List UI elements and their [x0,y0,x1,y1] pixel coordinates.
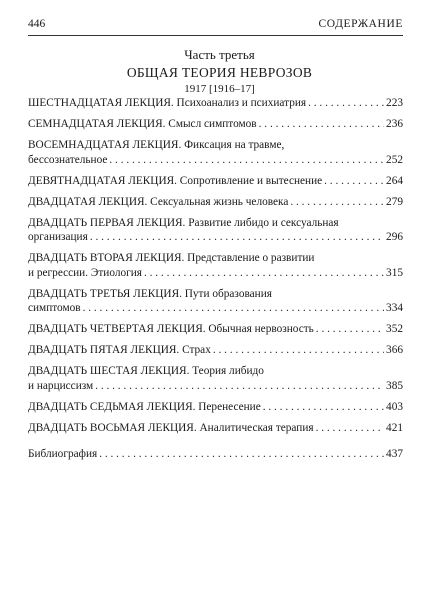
part-label: Часть третья [184,47,255,62]
toc-entry-line [28,400,403,415]
toc-entry [28,447,403,462]
toc-entry [28,117,403,132]
toc-leader-dots [316,421,384,436]
toc-leader-dots [95,379,384,394]
toc-entry-line [28,266,403,281]
toc-entry-line [28,251,403,266]
page-number: 446 [28,18,46,30]
toc-entry [28,216,403,245]
toc-leader-dots [316,322,384,337]
toc-entry-line [28,174,403,189]
toc-entry-title: и нарциссизм [28,379,94,392]
toc-entry [28,96,403,111]
toc-leader-dots [83,301,384,316]
toc-entry-title: ДЕВЯТНАДЦАТАЯ ЛЕКЦИЯ. Сопротивление и вытеснение [28,174,323,187]
toc-entry-line [28,117,403,132]
part-title: ОБЩАЯ ТЕОРИЯ НЕВРОЗОВ [126,65,313,80]
toc-entry-line [28,447,403,462]
toc-page-number: 366 [386,344,403,356]
toc-page-number: 334 [386,302,403,314]
toc-entry-title: ВОСЕМНАДЦАТАЯ ЛЕКЦИЯ. Фиксация на травме, [28,139,285,151]
toc-entry-title: симптомов [28,302,81,314]
toc-entry-title: ДВАДЦАТЬ ПЕРВАЯ ЛЕКЦИЯ. Развитие либидо и сексуальная [28,216,339,229]
toc-entry-title: ДВАДЦАТЬ ПЯТАЯ ЛЕКЦИЯ. Страх [28,344,211,356]
toc-entry-line [28,301,403,316]
toc-entry-title: ДВАДЦАТАЯ ЛЕКЦИЯ. Сексуальная жизнь человека [28,195,289,208]
toc-entry [28,138,403,167]
toc-leader-dots [290,195,384,210]
toc-entry-line [28,287,403,302]
toc-entry [28,364,403,393]
toc-entry-line [28,153,403,168]
toc-entry [28,195,403,210]
toc-entry-title: ДВАДЦАТЬ ТРЕТЬЯ ЛЕКЦИЯ. Пути образования [28,287,272,300]
toc-entry [28,343,403,358]
toc-entry-title: СЕМНАДЦАТАЯ ЛЕКЦИЯ. Смысл симптомов [28,118,257,130]
toc-page-number: 352 [386,323,403,335]
toc-entry-title: ШЕСТНАДЦАТАЯ ЛЕКЦИЯ. Психоанализ и психиатрия [28,97,307,109]
toc-leader-dots [259,117,384,132]
toc-page-number: 296 [386,231,403,243]
toc-leader-dots [263,400,384,415]
toc-leader-dots [144,266,384,281]
toc-page-number: 437 [386,448,403,460]
toc-entry-title: ДВАДЦАТЬ ВТОРАЯ ЛЕКЦИЯ. Представление о развитии [28,252,315,264]
toc-leader-dots [99,447,384,462]
toc-entry-title: Библиография [28,448,98,460]
toc-entry-title: и регрессии. Этиология [28,266,142,279]
toc-page-number: 385 [386,379,403,392]
header-rule [28,35,403,36]
toc-entry-line [28,379,403,394]
toc-entry [28,322,403,337]
toc-entry [28,251,403,280]
toc-page-number: 252 [386,153,403,166]
toc-entry-line [28,421,403,436]
running-title: СОДЕРЖАНИЕ [318,18,403,30]
toc-entry-line [28,96,403,111]
toc-page-number: 403 [386,400,403,413]
table-of-contents [28,96,403,468]
toc-entry-title: ДВАДЦАТЬ ЧЕТВЕРТАЯ ЛЕКЦИЯ. Обычная нервозность [28,323,314,335]
part-years: 1917 [1916–17] [184,83,255,95]
toc-entry [28,400,403,415]
toc-entry-title: организация [28,231,88,243]
toc-leader-dots [109,153,384,168]
toc-leader-dots [213,343,384,358]
toc-page-number: 315 [386,266,403,279]
toc-page-number: 264 [386,174,403,187]
toc-page-number: 236 [386,118,403,130]
toc-page-number: 421 [386,421,403,434]
toc-entry-title: ДВАДЦАТЬ СЕДЬМАЯ ЛЕКЦИЯ. Перенесение [28,400,261,413]
page-header [28,18,403,30]
toc-entry [28,421,403,436]
toc-entry-line [28,322,403,337]
toc-entry-line [28,343,403,358]
toc-entry-title: ДВАДЦАТЬ ШЕСТАЯ ЛЕКЦИЯ. Теория либидо [28,365,264,377]
toc-entry [28,287,403,316]
toc-leader-dots [90,230,384,245]
toc-entry-line [28,195,403,210]
toc-page-number: 279 [386,195,403,208]
toc-entry-line [28,364,403,379]
toc-entry-title: ДВАДЦАТЬ ВОСЬМАЯ ЛЕКЦИЯ. Аналитическая терапия [28,421,314,434]
toc-entry-line [28,230,403,245]
toc-page-number: 223 [386,97,403,109]
toc-entry-title: бессознательное [28,153,108,166]
toc-leader-dots [324,174,384,189]
toc-leader-dots [308,96,384,111]
toc-entry-line [28,216,403,231]
toc-entry-line [28,138,403,153]
toc-entry [28,174,403,189]
part-heading [0,47,439,95]
